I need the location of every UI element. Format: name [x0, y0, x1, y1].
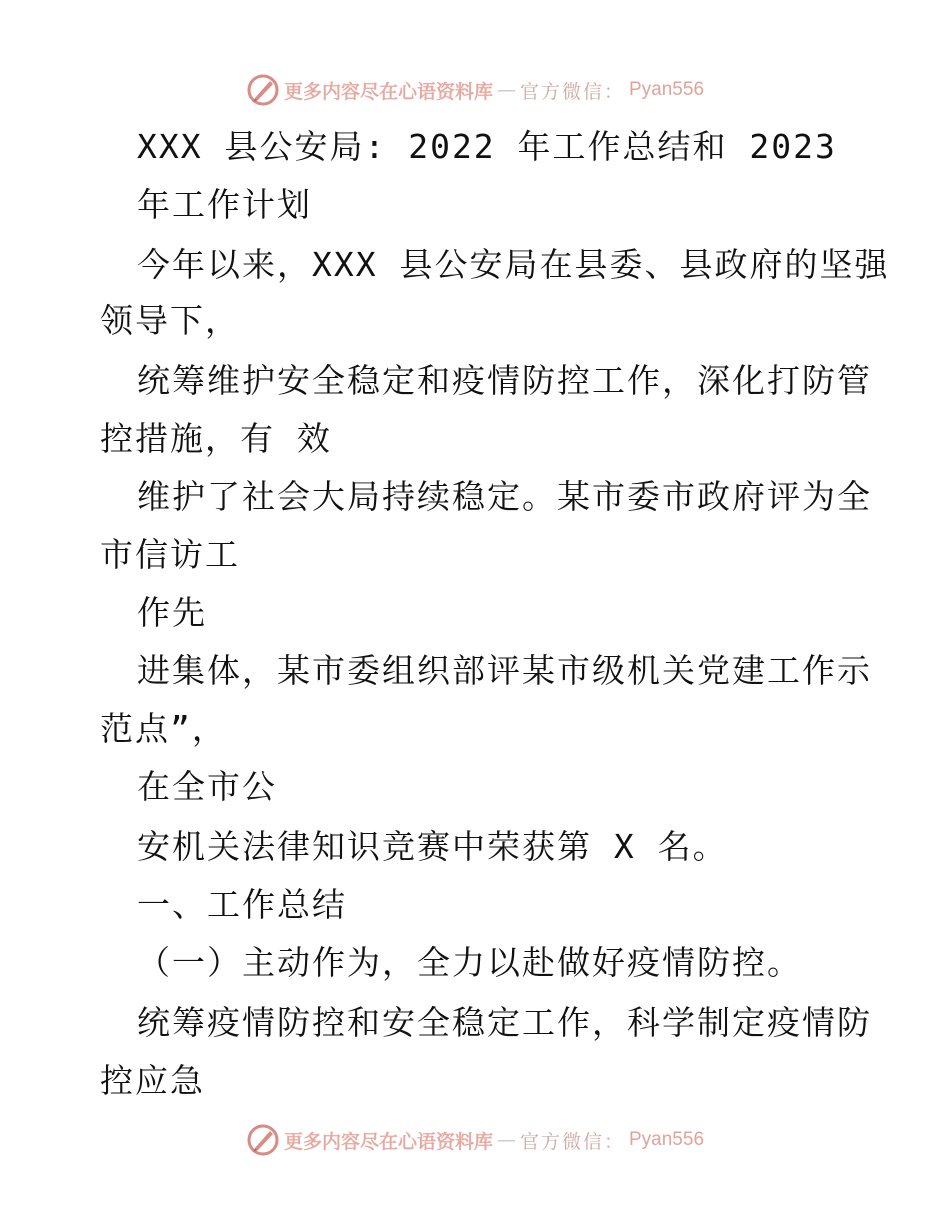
watermark-wechat-label: 官方微信： — [519, 1130, 625, 1153]
watermark-separator: — — [496, 1129, 516, 1151]
section-heading: 一、工作总结 — [137, 885, 347, 924]
paragraph-line: 控应急 — [100, 1061, 205, 1100]
paragraph-line: 在全市公 — [137, 767, 277, 806]
watermark-brand-text: 更多内容尽在心语资料库 — [283, 80, 493, 103]
paragraph-line: 今年以来，XXX 县公安局在县委、县政府的坚强 — [137, 245, 890, 284]
paragraph-line: 安机关法律知识竞赛中荣获第 X 名。 — [137, 827, 728, 866]
footer-watermark — [0, 1120, 950, 1160]
watermark-separator: — — [496, 79, 516, 101]
paragraph-line: 作先 — [137, 593, 207, 632]
document-title-line-1: XXX 县公安局: 2022 年工作总结和 2023 — [137, 127, 837, 166]
paragraph-line: 领导下， — [100, 301, 240, 340]
subsection-heading: （一）主动作为，全力以赴做好疫情防控。 — [137, 943, 802, 982]
paragraph-line: 控措施，有 效 — [100, 419, 332, 458]
paragraph-line: 市信访工 — [100, 535, 240, 574]
quill-pen-logo-icon — [246, 1123, 280, 1157]
watermark-wechat-id: Pyan556 — [629, 1129, 705, 1150]
paragraph-line: 统筹维护安全稳定和疫情防控工作，深化打防管 — [137, 361, 872, 400]
watermark-brand-text: 更多内容尽在心语资料库 — [283, 1130, 493, 1153]
watermark-wechat-id: Pyan556 — [629, 79, 705, 100]
paragraph-line: 维护了社会大局持续稳定。某市委市政府评为全 — [137, 477, 872, 516]
paragraph-line: 进集体，某市委组织部评某市级机关党建工作示 — [137, 651, 872, 690]
document-title-line-2: 年工作计划 — [137, 185, 312, 224]
watermark-wechat-label: 官方微信： — [519, 80, 625, 103]
paragraph-line: 范点”， — [100, 709, 227, 748]
paragraph-line: 统筹疫情防控和安全稳定工作，科学制定疫情防 — [137, 1003, 872, 1042]
